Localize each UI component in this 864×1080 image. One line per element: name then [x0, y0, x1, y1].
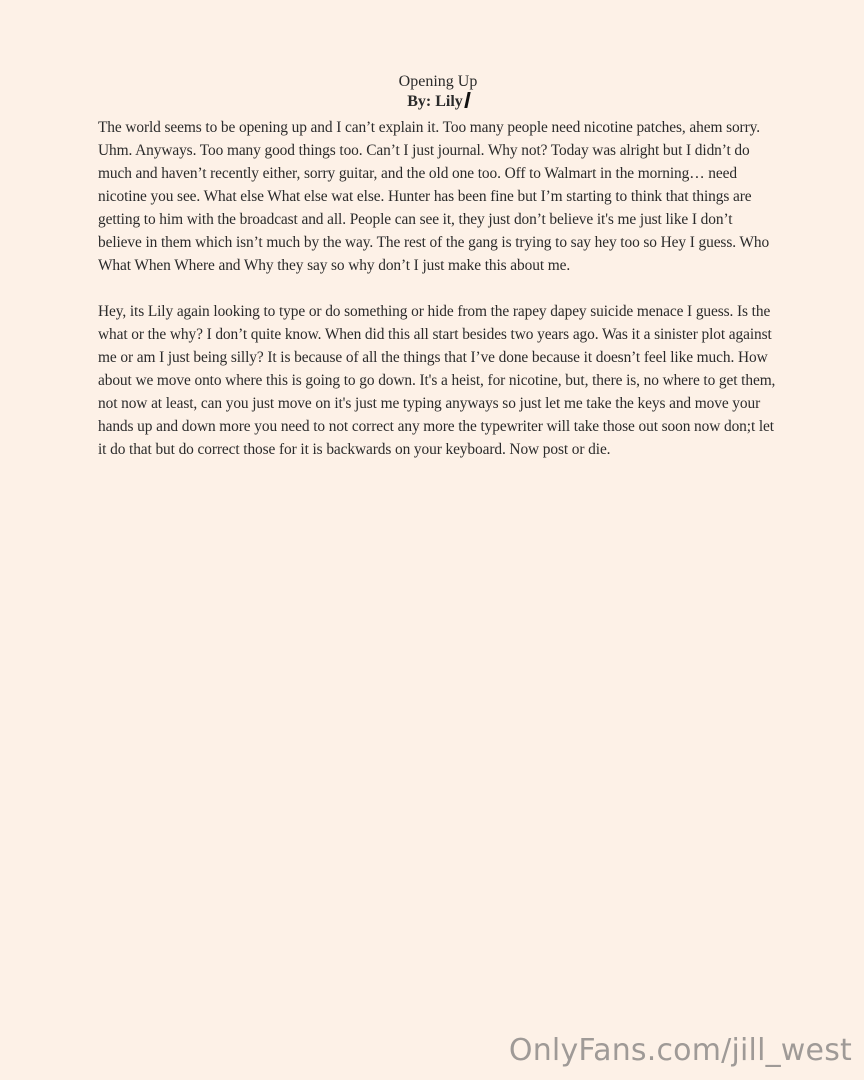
document-page: [98, 72, 778, 461]
watermark: OnlyFans.com/jill_west: [508, 1033, 852, 1068]
byline-text: By: Lily: [407, 93, 463, 110]
paragraph-1: The world seems to be opening up and I can’t explain it. Too many people need nicotine patches, ahem sorry. Uhm. Anyways. Too many good things too. Can’t I just journal. Why not? Today was alright but I didn’t do much and haven’t recently either, sorry guitar, and the old one too. Off to Walmart in the morning… need nicotine you see. What else What else wat else. Hunter has been fine but I’m starting to think that things are getting to him with the broadcast and all. People can see it, they just don’t believe it's me just like I don’t believe in them which isn’t much by the way. The rest of the gang is trying to say hey too so Hey I guess. Who What When Where and Why they say so why don’t I just make this about me.: [98, 119, 770, 274]
document-title: Opening Up: [398, 73, 478, 90]
document-byline: [98, 92, 778, 112]
text-cursor: [464, 92, 470, 108]
paragraph-2: Hey, its Lily again looking to type or do something or hide from the rapey dapey suicide menace I guess. Is the what or the why? I don’t quite know. When did this all start besides two years ago. Was it a sinister plot against me or am I just being silly? It is because of all the things that I’ve done because it doesn’t feel like much. How about we move onto where this is going to go down. It's a heist, for nicotine, but, there is, no where to get them, not now at least, can you just move on it's just me typing anyways so just let me take the keys and move your hands up and down more you need to not correct any more the typewriter will take those out soon now don;t let it do that but do correct those for it is backwards on your keyboard. Now post or die.: [98, 303, 776, 458]
